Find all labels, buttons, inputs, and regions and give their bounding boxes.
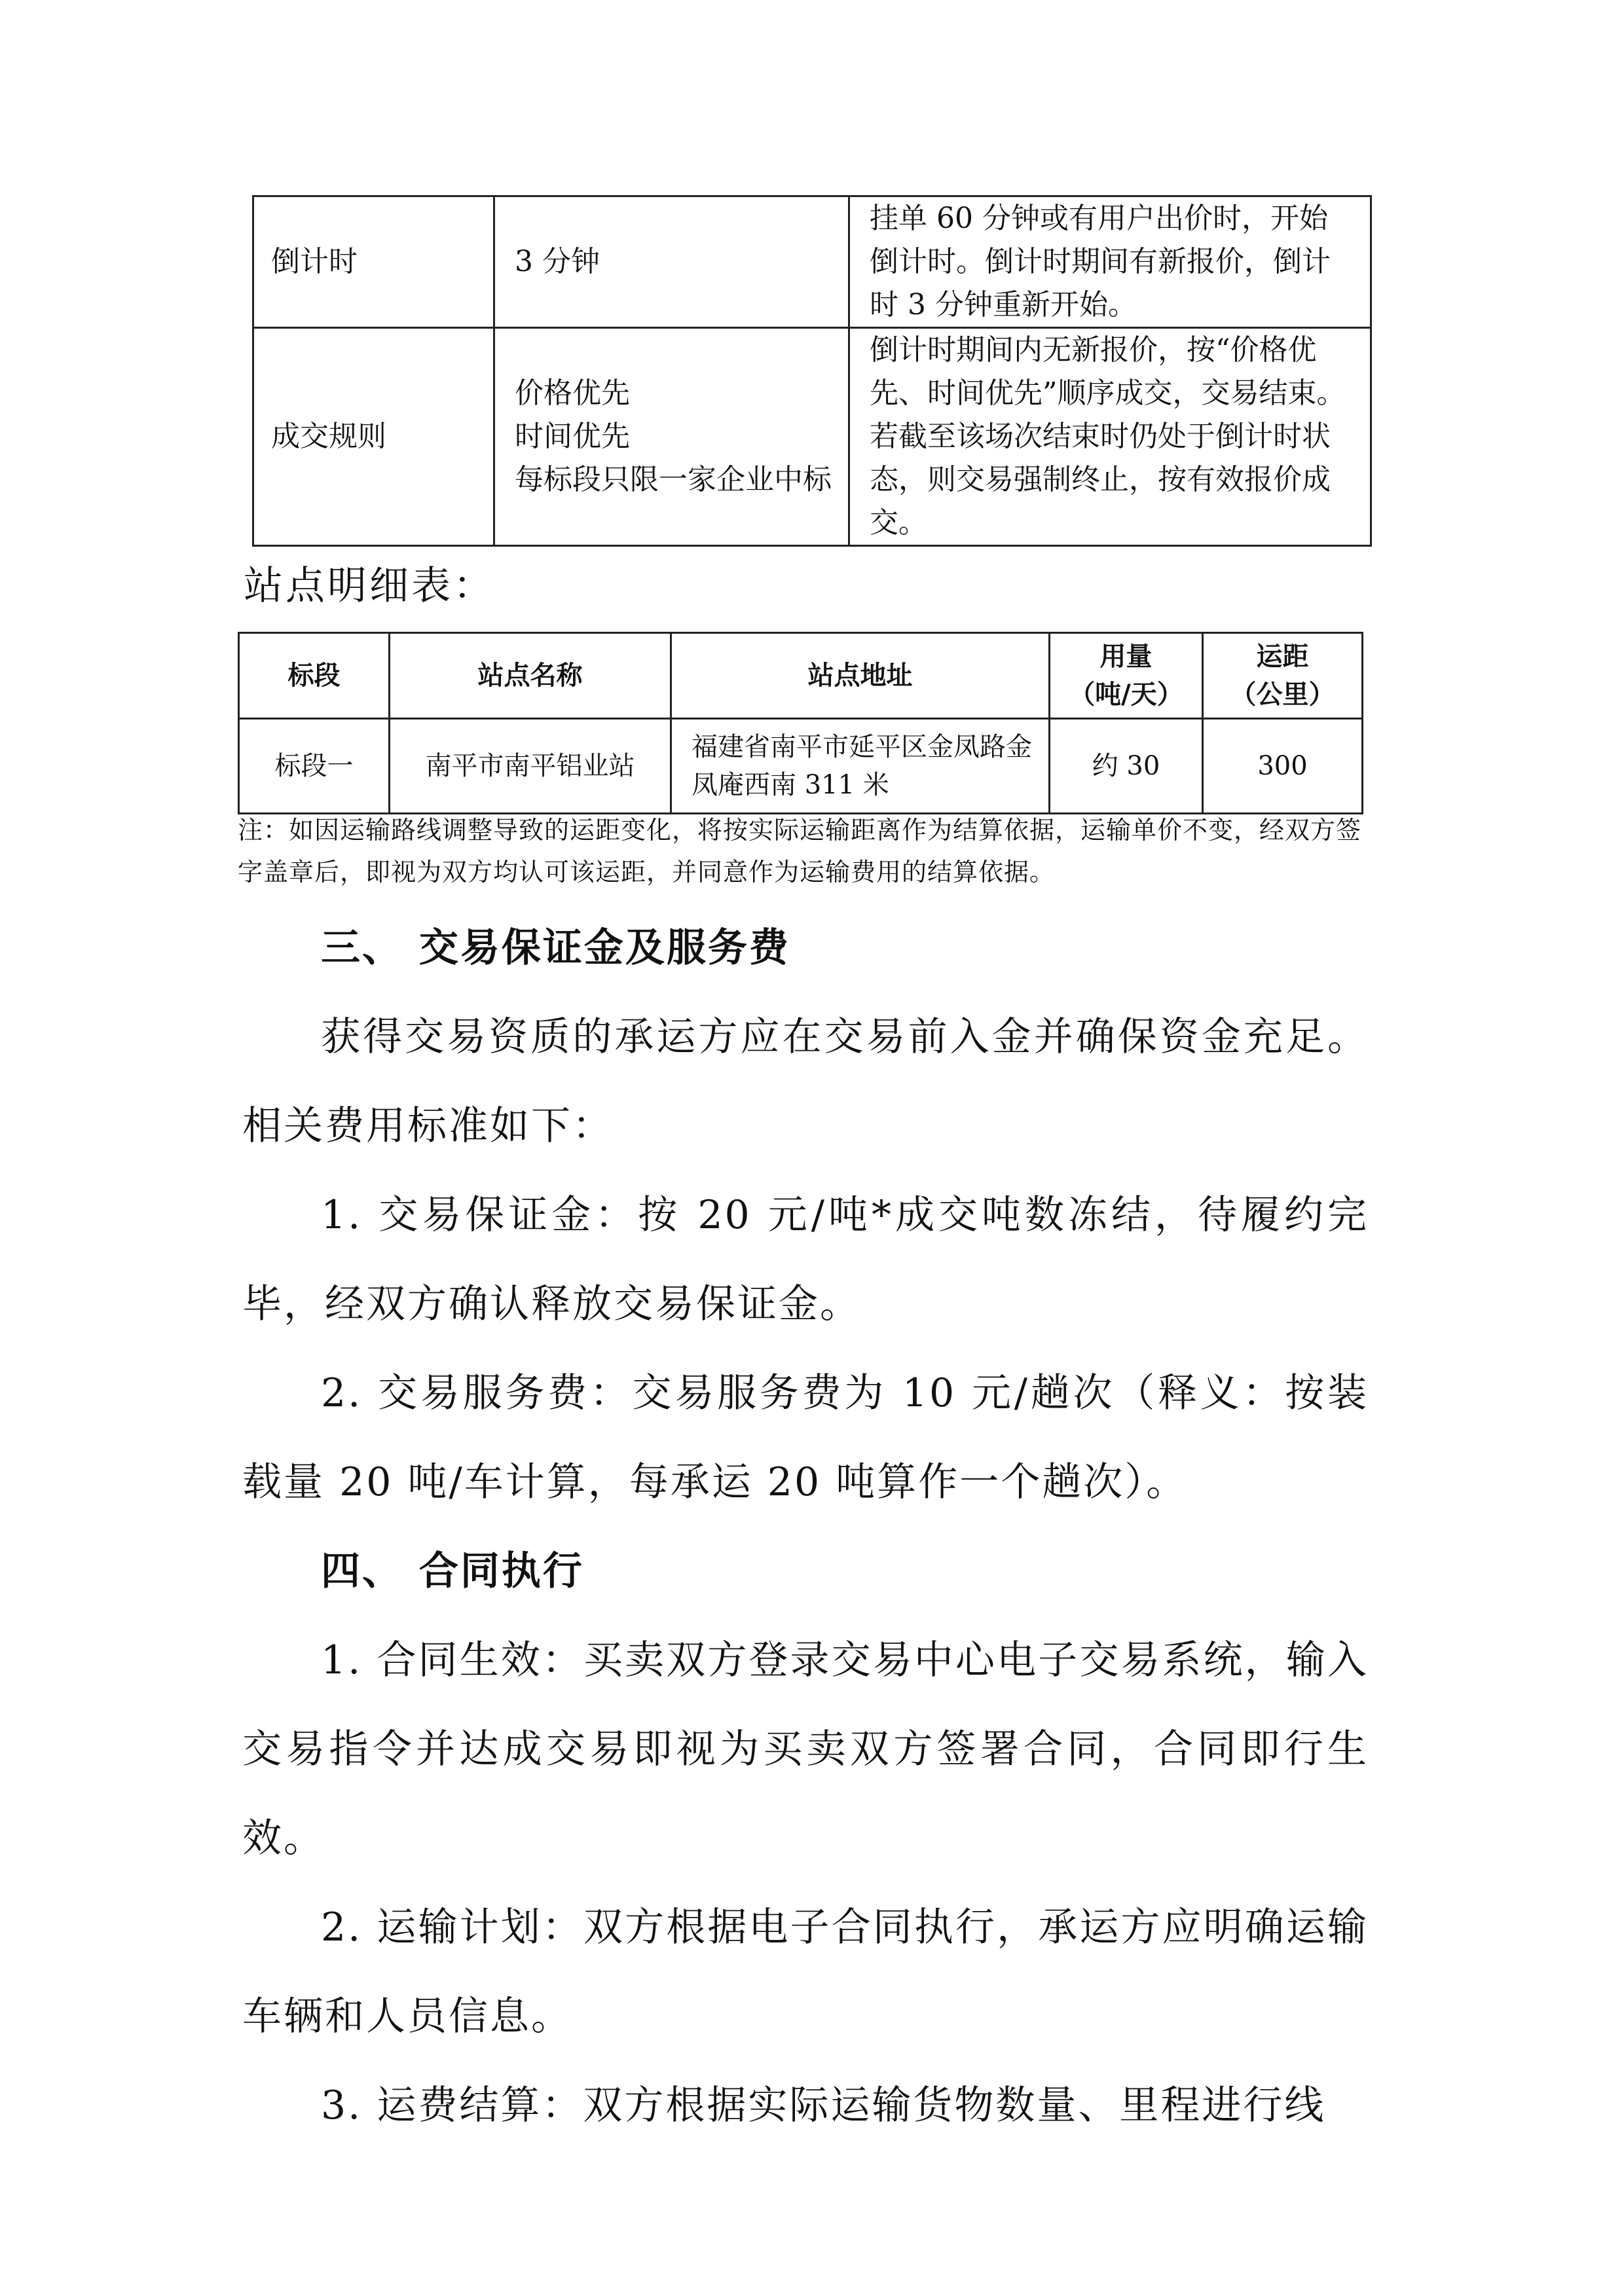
deal-rule-time-first: 时间优先 — [515, 420, 630, 453]
section-3-item-1: 1. 交易保证金：按 20 元/吨*成交吨数冻结，待履约完毕，经双方确认释放交易保证金。 — [242, 1192, 1369, 1327]
section-4-item-3: 3. 运费结算：双方根据实际运输货物数量、里程进行线 — [321, 2083, 1326, 2128]
section-4-item-2: 2. 运输计划：双方根据电子合同执行，承运方应明确运输车辆和人员信息。 — [242, 1904, 1369, 2039]
header-usage-unit: （吨/天） — [1069, 680, 1183, 710]
header-usage-label: 用量 — [1099, 642, 1153, 672]
station-table — [238, 632, 1363, 814]
deal-rules-desc-cell: 倒计时期间内无新报价，按“价格优先、时间优先”顺序成交，交易结束。若截至该场次结束时仍处于倒计时状态，则交易强制终止，按有效报价成交。 — [849, 328, 1371, 546]
deal-rule-one-winner: 每标段只限一家企业中标 — [515, 463, 832, 496]
table-row — [253, 196, 1371, 328]
deal-rules-values-cell — [494, 328, 849, 546]
header-usage — [1050, 633, 1203, 719]
rules-table — [252, 195, 1372, 547]
header-distance-unit: （公里） — [1230, 680, 1335, 710]
section-3-heading: 三、 交易保证金及服务费 — [321, 925, 790, 971]
header-segment: 标段 — [239, 633, 390, 719]
body-text — [242, 903, 1369, 2150]
cell-distance: 300 — [1203, 719, 1363, 814]
cell-segment: 标段一 — [239, 719, 390, 814]
countdown-value-cell: 3 分钟 — [494, 196, 849, 328]
station-table-label: 站点明细表： — [244, 563, 495, 609]
header-station-address: 站点地址 — [671, 633, 1050, 719]
section-3-item-2: 2. 交易服务费：交易服务费为 10 元/趟次（释义：按装载量 20 吨/车计算，每承运 20 吨算作一个趟次）。 — [242, 1370, 1369, 1505]
countdown-desc-cell: 挂单 60 分钟或有用户出价时，开始倒计时。倒计时期间有新报价，倒计时 3 分钟重新开始。 — [849, 196, 1371, 328]
table-row — [253, 328, 1371, 546]
table-row — [239, 719, 1363, 814]
table-header-row — [239, 633, 1363, 719]
cell-station-name: 南平市南平铝业站 — [390, 719, 671, 814]
header-distance-label: 运距 — [1256, 642, 1309, 672]
section-3-intro: 获得交易资质的承运方应在交易前入金并确保资金充足。相关费用标准如下： — [242, 1014, 1369, 1149]
header-distance — [1203, 633, 1363, 719]
countdown-item-cell: 倒计时 — [253, 196, 494, 328]
deal-rule-price-first: 价格优先 — [515, 376, 630, 410]
section-4-heading: 四、 合同执行 — [321, 1548, 584, 1594]
cell-station-address: 福建省南平市延平区金凤路金凤庵西南 311 米 — [671, 719, 1050, 814]
deal-rules-item-cell: 成交规则 — [253, 328, 494, 546]
cell-usage: 约 30 — [1050, 719, 1203, 814]
section-4-item-1: 1. 合同生效：买卖双方登录交易中心电子交易系统，输入交易指令并达成交易即视为买卖双方签署合同，合同即行生效。 — [242, 1637, 1369, 1861]
table-note: 注：如因运输路线调整导致的运距变化，将按实际运输距离作为结算依据，运输单价不变，经双方签字盖章后，即视为双方均认可该运距，并同意作为运输费用的结算依据。 — [238, 816, 1362, 886]
header-station-name: 站点名称 — [390, 633, 671, 719]
